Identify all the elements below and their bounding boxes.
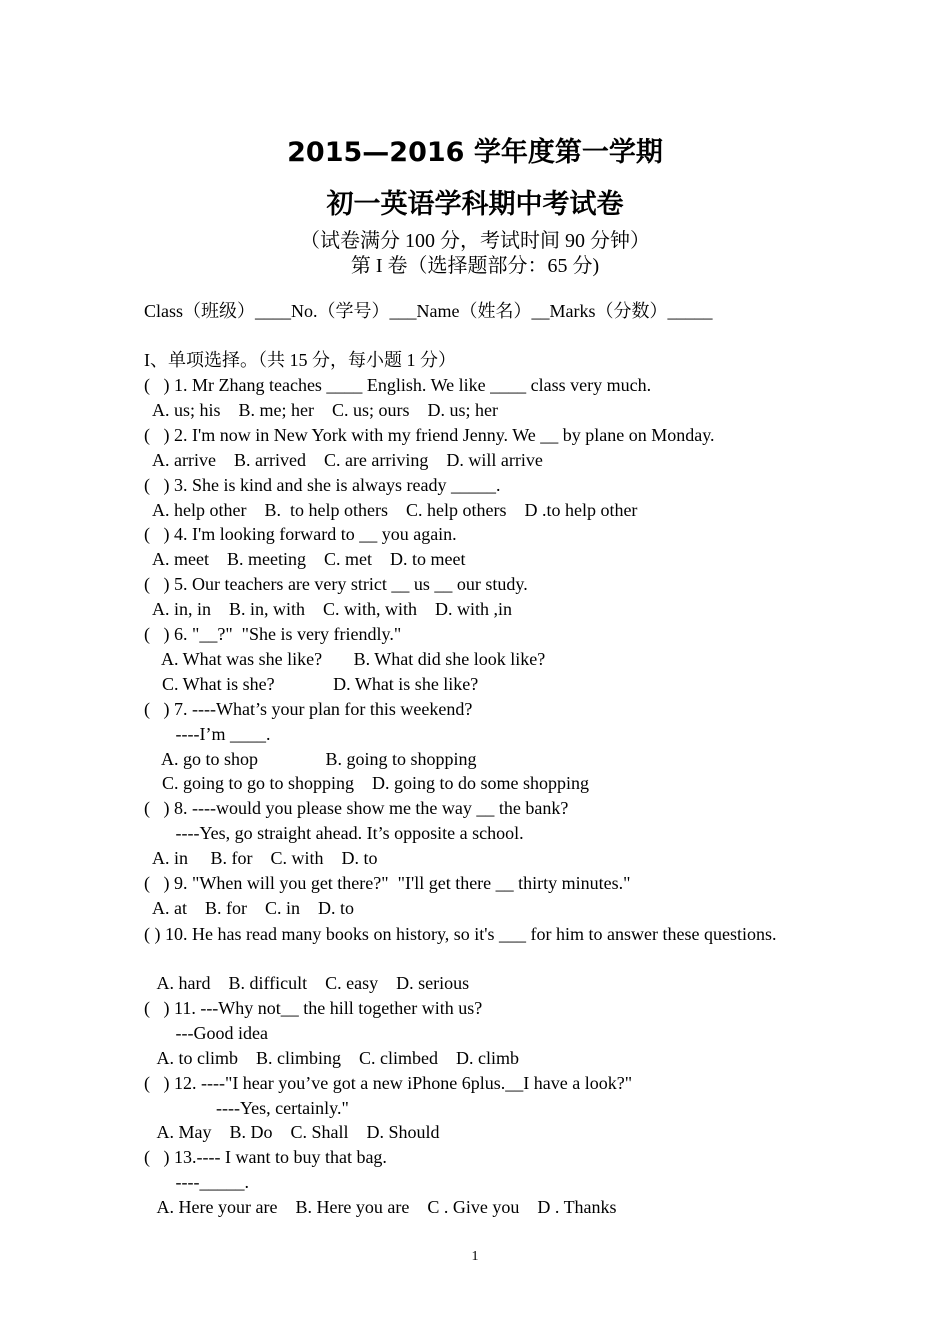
question-line: ( ) 2. I'm now in New York with my friend Jenny. We __ by plane on Monday. xyxy=(144,424,715,445)
question-line: A. in, in B. in, with C. with, with D. with ,in xyxy=(144,599,513,620)
question-line: C. going to go to shopping D. going to do some shopping xyxy=(144,773,590,794)
exam-subtitle-scoring: （试卷满分 100 分，考试时间 90 分钟） xyxy=(300,230,650,252)
question-line: A. May B. Do C. Shall D. Should xyxy=(144,1122,440,1143)
question-line: ( ) 7. ----What’s your plan for this weekend? xyxy=(144,698,473,719)
question-line: C. What is she? D. What is she like? xyxy=(144,673,479,694)
question-line: ( ) 4. I'm looking forward to __ you again. xyxy=(144,524,457,545)
question-line: ( ) 11. ---Why not__ the hill together with us? xyxy=(144,997,483,1018)
question-line: A. arrive B. arrived C. are arriving D. will arrive xyxy=(144,449,543,470)
question-line: ----_____. xyxy=(144,1172,249,1193)
question-line: ( ) 1. Mr Zhang teaches ____ English. We like ____ class very much. xyxy=(144,375,652,395)
exam-subtitle-part: 第 I 卷（选择题部分：65 分) xyxy=(350,255,600,277)
question-line: ( ) 6. "__?" "She is very friendly." xyxy=(144,624,402,644)
question-line: ----Yes, certainly." xyxy=(144,1097,349,1118)
question-line: ( ) 8. ----would you please show me the way __ the bank? xyxy=(144,798,569,819)
question-line: ( ) 12. ----"I hear you’ve got a new iPhone 6plus.__I have a look?" xyxy=(144,1072,633,1093)
question-line: A. to climb B. climbing C. climbed D. climb xyxy=(144,1047,519,1068)
page-number: 1 xyxy=(471,1249,479,1264)
question-line: ( ) 9. "When will you get there?" "I'll get there __ thirty minutes." xyxy=(144,873,631,893)
student-info-line: Class（班级）____No.（学号）___Name（姓名）__Marks（分数）_____ xyxy=(144,301,713,321)
question-line: ----I’m ____. xyxy=(144,723,271,744)
question-line: A. go to shop B. going to shopping xyxy=(144,748,477,769)
question-line: A. hard B. difficult C. easy D. serious xyxy=(144,973,470,993)
question-line: ----Yes, go straight ahead. It’s opposite a school. xyxy=(144,823,524,844)
question-line: ---Good idea xyxy=(144,1022,268,1043)
exam-title-subject: 初一英语学科期中考试卷 xyxy=(326,189,624,220)
section-heading: I、单项选择。（共 15 分，每小题 1 分） xyxy=(144,350,456,370)
question-line: A. help other B. to help others C. help others D .to help other xyxy=(144,499,638,520)
question-10: ( ) 10. He has read many books on history, so it's ___ for him to answer these questions. xyxy=(144,924,777,944)
question-line: A. Here your are B. Here you are C . Give you D . Thanks xyxy=(144,1197,617,1218)
question-line: A. in B. for C. with D. to xyxy=(144,848,378,869)
question-line: ( ) 13.---- I want to buy that bag. xyxy=(144,1147,387,1168)
question-line: A. at B. for C. in D. to xyxy=(144,897,354,918)
exam-title-year: 2015—2016 学年度第一学期 xyxy=(287,137,663,168)
question-line: A. What was she like? B. What did she look like? xyxy=(144,648,546,669)
question-line: A. meet B. meeting C. met D. to meet xyxy=(144,549,466,570)
question-line: ( ) 5. Our teachers are very strict __ us __ our study. xyxy=(144,574,528,595)
question-line: ( ) 3. She is kind and she is always ready _____. xyxy=(144,474,501,495)
question-line: A. us; his B. me; her C. us; ours D. us; her xyxy=(144,399,498,420)
